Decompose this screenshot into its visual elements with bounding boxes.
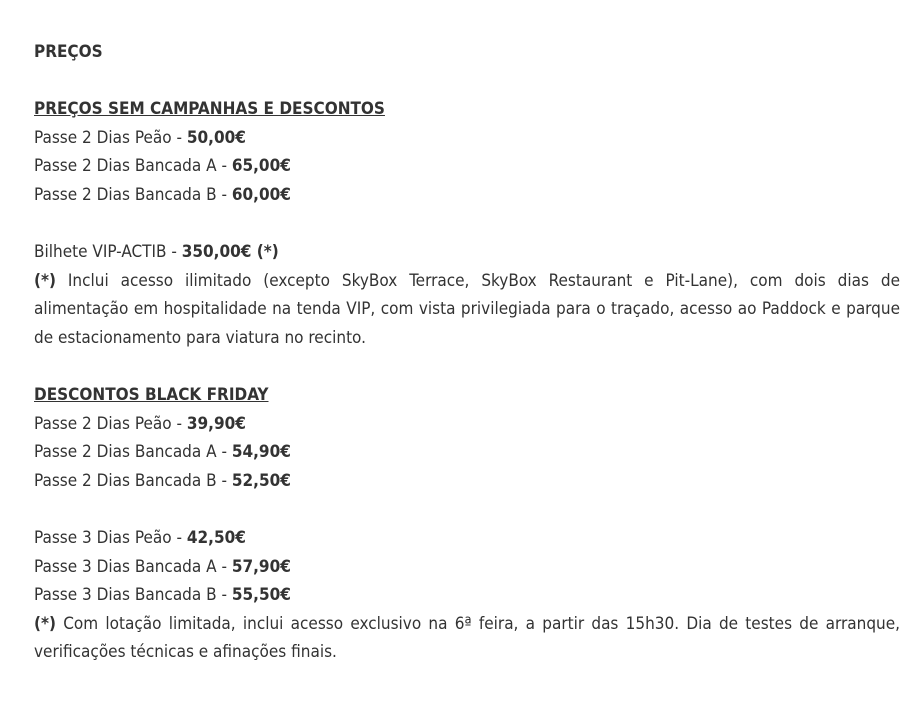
section-heading-regular-prices: PREÇOS SEM CAMPANHAS E DESCONTOS — [34, 99, 385, 120]
price-value: 42,50€ — [186, 528, 246, 549]
price-value: 50,00€ — [186, 127, 246, 148]
price-row — [34, 524, 900, 553]
price-row — [34, 553, 900, 582]
vip-price-row — [34, 238, 900, 267]
price-value: 57,90€ — [231, 556, 291, 577]
spacer — [34, 353, 900, 382]
page-title: PREÇOS — [34, 42, 103, 62]
price-label: Bilhete VIP-ACTIB - — [34, 242, 182, 263]
price-row — [34, 124, 900, 153]
section-heading-black-friday: DESCONTOS BLACK FRIDAY — [34, 385, 269, 406]
footnote-marker: (*) — [34, 270, 56, 291]
price-label: Passe 2 Dias Bancada A - — [34, 156, 232, 177]
price-label: Passe 3 Dias Bancada A - — [34, 556, 232, 577]
footnote-text: Inclui acesso ilimitado (excepto SkyBox Terrace, SkyBox Restaurant e Pit-Lane), com dois dias de alimentação em hospitalidade na tenda VIP, com vista privilegiada para o traçado, acesso ao Paddock e parque de estacionamento para viatura no recinto. — [34, 270, 900, 348]
price-value: 39,90€ — [186, 413, 246, 434]
price-row — [34, 438, 900, 467]
price-label: Passe 3 Dias Peão - — [34, 528, 187, 549]
price-value: 65,00€ — [231, 156, 291, 177]
black-friday-footnote — [34, 610, 900, 667]
vip-footnote — [34, 267, 900, 353]
spacer — [34, 496, 900, 525]
price-row — [34, 410, 900, 439]
price-value: 55,50€ — [231, 585, 291, 606]
spacer — [34, 67, 900, 96]
price-row — [34, 467, 900, 496]
price-value: 60,00€ — [231, 184, 291, 205]
price-label: Passe 3 Dias Bancada B - — [34, 585, 232, 606]
content — [34, 38, 900, 667]
price-row — [34, 181, 900, 210]
price-label: Passe 2 Dias Bancada A - — [34, 442, 232, 463]
price-value: 350,00€ (*) — [181, 242, 279, 263]
price-value: 54,90€ — [231, 442, 291, 463]
price-label: Passe 2 Dias Peão - — [34, 413, 187, 434]
price-value: 52,50€ — [231, 470, 291, 491]
price-row — [34, 152, 900, 181]
spacer — [34, 210, 900, 239]
price-label: Passe 2 Dias Bancada B - — [34, 470, 232, 491]
price-label: Passe 2 Dias Bancada B - — [34, 184, 232, 205]
footnote-text: Com lotação limitada, inclui acesso exclusivo na 6ª feira, a partir das 15h30. Dia de testes de arranque, verificações técnicas e afinações finais. — [34, 613, 900, 663]
footnote-marker: (*) — [34, 613, 56, 634]
price-label: Passe 2 Dias Peão - — [34, 127, 187, 148]
price-row — [34, 581, 900, 610]
